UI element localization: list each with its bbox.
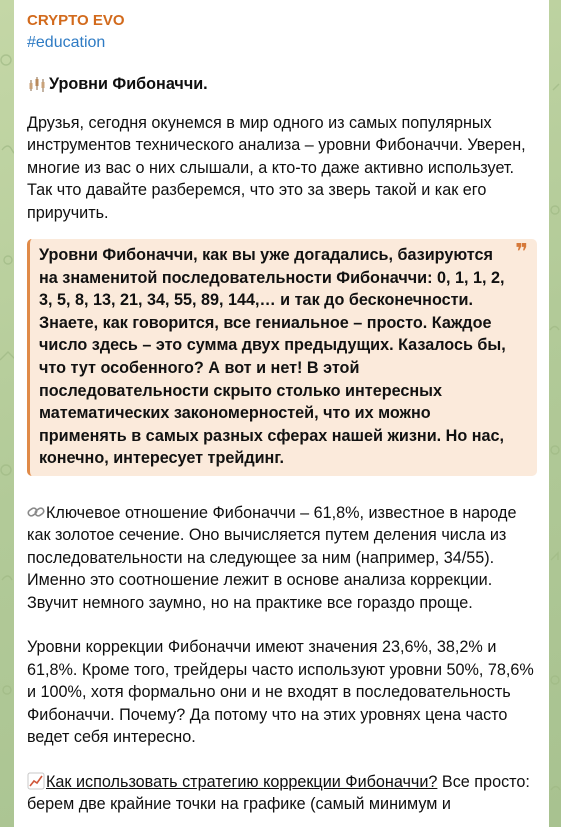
hashtag-link[interactable]: #education bbox=[27, 34, 106, 51]
chain-link-icon bbox=[27, 504, 45, 520]
post-title: Уровни Фибоначчи. bbox=[49, 75, 208, 93]
blockquote-text: Уровни Фибоначчи, как вы уже догадались, базируются на знаменитой последовательности Фибоначчи: 0, 1, 1, 2, 3, 5, 8, 13, 21, 34, 55, 89, 144,… и так до бесконечности. Знаете, как говорится, все гениальное – просто. Каждое число здесь – это сумма двух предыдущих. Казалось бы, что тут особенного? А вот и нет! В этой последовательности скрыто столько интересных математических закономерностей, что их можно применять в самых разных сферах нашей жизни. Но нас, конечно, интересует трейдинг. bbox=[39, 246, 506, 468]
chart-increasing-icon bbox=[27, 772, 45, 790]
channel-name[interactable]: CRYPTO EVO bbox=[27, 12, 125, 29]
blockquote bbox=[27, 239, 537, 476]
message-bubble bbox=[14, 0, 549, 827]
golden-ratio-text: Ключевое отношение Фибоначчи – 61,8%, известное в народе как золотое сечение. Оно вычисляется путем деления числа из последовательности на следующее за ним (например, 34/55). Именно это соотношение лежит в основе анализа коррекции. Звучит немного заумно, но на практике все гораздо проще. bbox=[27, 503, 517, 612]
strategy-paragraph bbox=[27, 771, 537, 816]
intro-paragraph: Друзья, сегодня окунемся в мир одного из самых популярных инструментов технического анализа – уровни Фибоначчи. Уверен, многие из вас о них слышали, а кто-то даже активно использует. Так что давайте разберемся, что это за зверь такой и как его приручить. bbox=[27, 113, 526, 222]
quote-icon: ❞ bbox=[515, 239, 528, 264]
retracement-levels-paragraph: Уровни коррекции Фибоначчи имеют значения 23,6%, 38,2% и 61,8%. Кроме того, трейдеры часто используют уровни 50%, 78,6% и 100%, хотя формально они и не входят в последовательность Фибоначчи. Почему? Да потому что на этих уровнях цена часто ведет себя интересно. bbox=[27, 638, 534, 747]
golden-ratio-paragraph bbox=[27, 502, 537, 615]
strategy-link[interactable]: Как использовать стратегию коррекции Фибоначчи? bbox=[46, 772, 438, 791]
candlestick-chart-icon bbox=[27, 74, 47, 94]
post-title-row bbox=[27, 73, 537, 96]
strategy-text: Все просто: берем две крайние точки на графике (самый минимум и bbox=[27, 772, 530, 814]
